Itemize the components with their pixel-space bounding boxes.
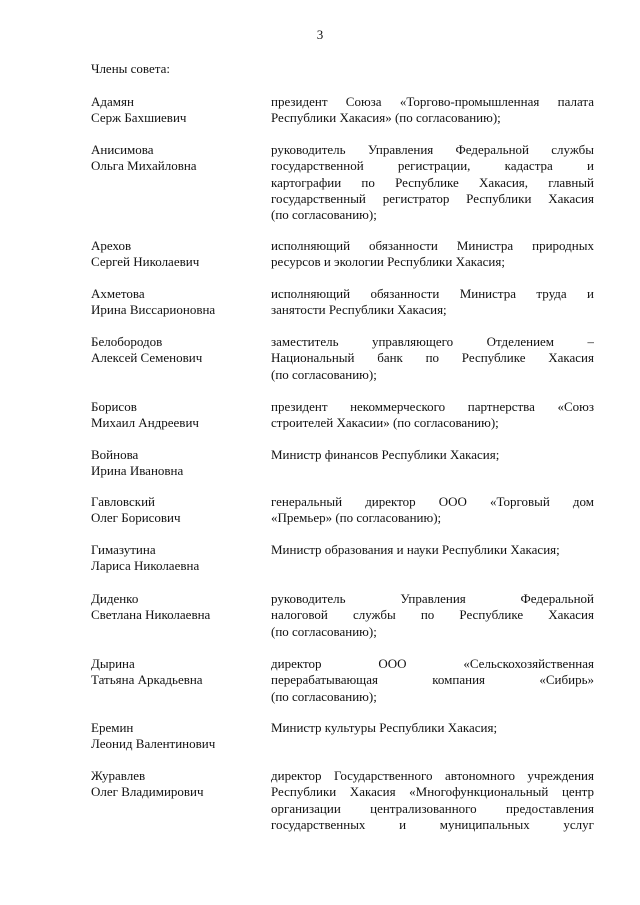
member-name <box>91 542 261 574</box>
page-number: 3 <box>316 27 324 42</box>
member-surname: Ахметова <box>91 286 145 301</box>
role-line: ресурсов и экологии Республики Хакасия; <box>271 254 505 270</box>
role-line: генеральный директор ООО «Торговый дом <box>271 494 594 509</box>
role-line: «Премьер» (по согласованию); <box>271 510 442 526</box>
member-name <box>91 142 261 174</box>
member-name <box>91 720 261 752</box>
member-role <box>271 542 594 558</box>
role-line: руководитель Управления Федеральной <box>271 591 594 606</box>
role-line: директор Государственного автономного учреждения <box>271 768 594 783</box>
member-role <box>271 591 594 640</box>
member-given-names: Алексей Семенович <box>91 350 203 365</box>
member-role <box>271 334 594 383</box>
member-role <box>271 447 594 463</box>
member-role <box>271 720 594 736</box>
member-surname: Арехов <box>91 238 132 253</box>
member-given-names: Серж Бахшиевич <box>91 110 187 125</box>
member-surname: Диденко <box>91 591 139 606</box>
member-name <box>91 94 261 126</box>
role-line: государственный регистратор Республики Хакасия <box>271 190 594 206</box>
member-given-names: Михаил Андреевич <box>91 415 199 430</box>
member-name <box>91 768 261 800</box>
member-surname: Войнова <box>91 447 139 462</box>
role-line: президент Союза «Торгово-промышленная палата <box>271 94 594 109</box>
role-line: исполняющий обязанности Министра труда и <box>271 286 594 301</box>
member-given-names: Лариса Николаевна <box>91 558 200 573</box>
role-line: директор ООО «Сельскохозяйственная <box>271 656 594 671</box>
role-line: государственных и муниципальных услуг <box>271 816 594 832</box>
role-line: президент некоммерческого партнерства «Союз <box>271 399 594 414</box>
role-line: государственной регистрации, кадастра и <box>271 158 594 174</box>
role-line: Министр культуры Республики Хакасия; <box>271 720 498 735</box>
section-heading: Члены совета: <box>91 61 170 76</box>
member-surname: Борисов <box>91 399 137 414</box>
role-line: (по согласованию); <box>271 366 377 382</box>
member-given-names: Леонид Валентинович <box>91 736 216 751</box>
role-line: (по согласованию); <box>271 688 377 704</box>
member-surname: Гавловский <box>91 494 155 509</box>
member-role <box>271 399 594 432</box>
role-line: заместитель управляющего Отделением – <box>271 334 594 349</box>
member-given-names: Ольга Михайловна <box>91 158 197 173</box>
member-role <box>271 768 594 833</box>
role-line: исполняющий обязанности Министра природных <box>271 238 594 253</box>
member-role <box>271 238 594 271</box>
role-line: Министр образования и науки Республики Хакасия; <box>271 542 560 557</box>
member-surname: Дырина <box>91 656 135 671</box>
role-line: перерабатывающая компания «Сибирь» <box>271 672 594 688</box>
role-line: Национальный банк по Республике Хакасия <box>271 350 594 366</box>
member-surname: Гимазутина <box>91 542 156 557</box>
member-role <box>271 94 594 127</box>
role-line: Республики Хакасия» (по согласованию); <box>271 110 501 126</box>
member-name <box>91 494 261 526</box>
member-given-names: Ирина Ивановна <box>91 463 184 478</box>
member-surname: Анисимова <box>91 142 154 157</box>
member-surname: Еремин <box>91 720 134 735</box>
role-line: занятости Республики Хакасия; <box>271 302 447 318</box>
member-given-names: Сергей Николаевич <box>91 254 200 269</box>
member-surname: Адамян <box>91 94 134 109</box>
member-given-names: Ирина Виссарионовна <box>91 302 216 317</box>
role-line: (по согласованию); <box>271 623 377 639</box>
member-name <box>91 447 261 479</box>
member-given-names: Олег Владимирович <box>91 784 204 799</box>
member-role <box>271 142 594 223</box>
role-line: Республики Хакасия «Многофункциональный центр <box>271 784 594 800</box>
member-role <box>271 494 594 527</box>
member-name <box>91 591 261 623</box>
member-name <box>91 238 261 270</box>
role-line: картографии по Республике Хакасия, главный <box>271 174 594 190</box>
member-given-names: Татьяна Аркадьевна <box>91 672 203 687</box>
role-line: строителей Хакасии» (по согласованию); <box>271 415 499 431</box>
member-role <box>271 286 594 319</box>
member-surname: Журавлев <box>91 768 146 783</box>
member-name <box>91 334 261 366</box>
member-given-names: Светлана Николаевна <box>91 607 211 622</box>
member-name <box>91 399 261 431</box>
role-line: организации централизованного предоставления <box>271 800 594 816</box>
member-surname: Белобородов <box>91 334 163 349</box>
role-line: Министр финансов Республики Хакасия; <box>271 447 500 462</box>
role-line: (по согласованию); <box>271 207 377 223</box>
role-line: руководитель Управления Федеральной службы <box>271 142 594 157</box>
member-role <box>271 656 594 705</box>
member-name <box>91 656 261 688</box>
member-given-names: Олег Борисович <box>91 510 181 525</box>
role-line: налоговой службы по Республике Хакасия <box>271 607 594 623</box>
member-name <box>91 286 261 318</box>
